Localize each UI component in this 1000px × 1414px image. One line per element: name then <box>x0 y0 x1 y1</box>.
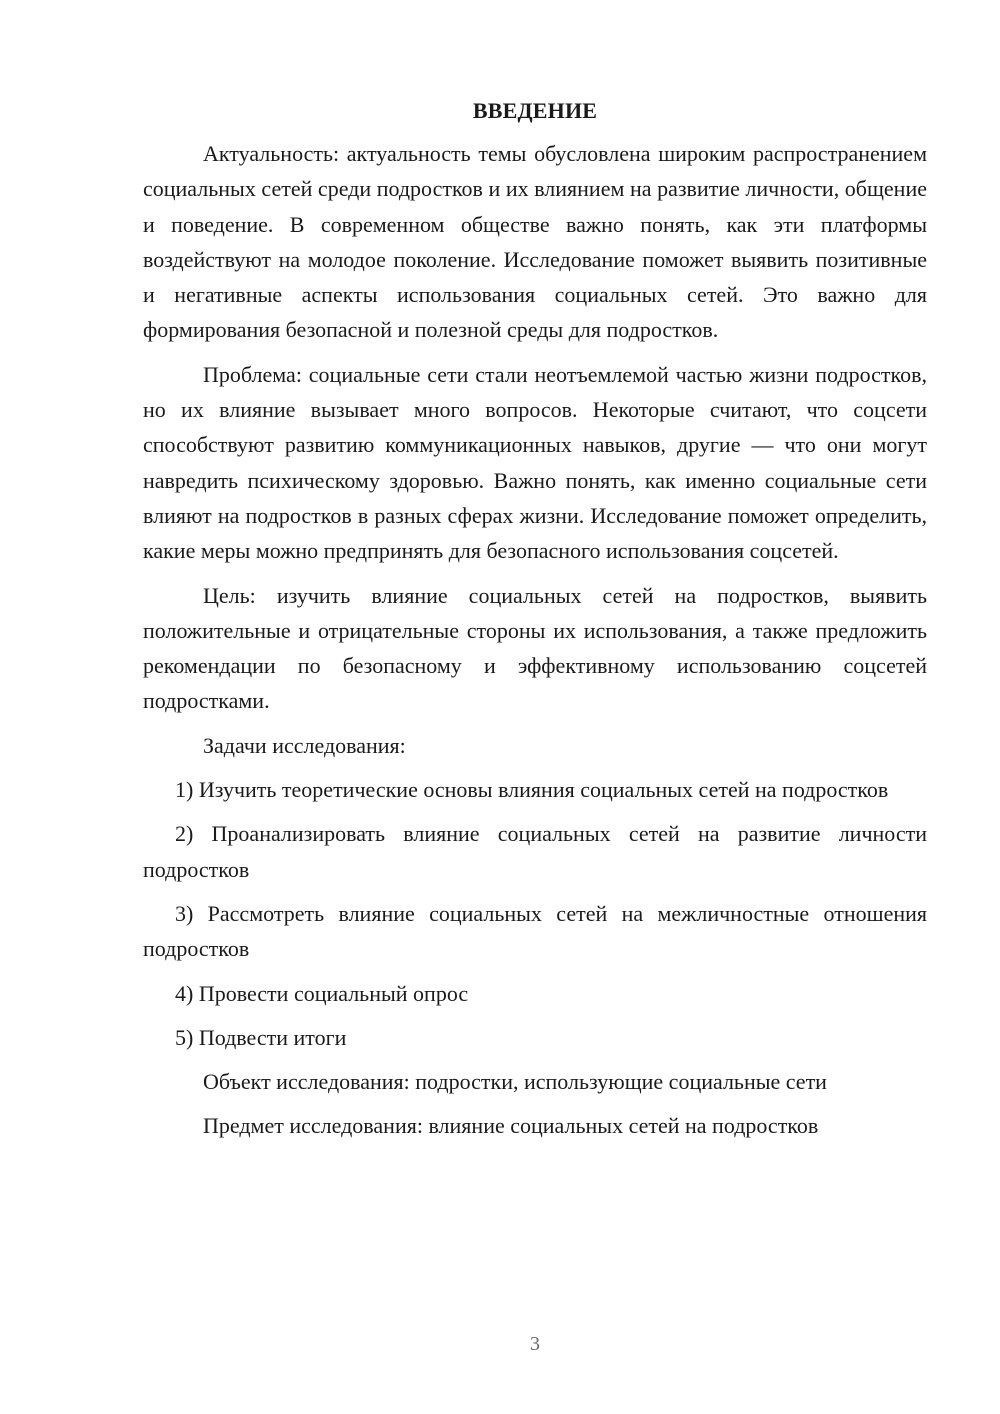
section-title: ВВЕДЕНИЕ <box>472 98 598 123</box>
task-item-3: 3) Рассмотреть влияние социальных сетей на межличностные отношения подростков <box>143 900 927 962</box>
problem-paragraph: Проблема: социальные сети стали неотъемлемой частью жизни подростков, но их влияние вызывает много вопросов. Некоторые считают, что соцсети способствуют развитию коммуникационных навыков, другие — что они могут навредить психическому здоровью. Важно понять, как именно социальные сети влияют на подростков в разных сферах жизни. Исследование поможет определить, какие меры можно предпринять для безопасного использования соцсетей. <box>143 361 927 564</box>
task-item-4: 4) Провести социальный опрос <box>175 980 469 1006</box>
relevance-paragraph: Актуальность: актуальность темы обусловлена широким распространением социальных сетей среди подростков и их влиянием на развитие личности, общение и поведение. В современном обществе важно понять, как эти платформы воздействуют на молодое поколение. Исследование поможет выявить позитивные и негативные аспекты использования социальных сетей. Это важно для формирования безопасной и полезной среды для подростков. <box>143 141 927 343</box>
task-item-2: 2) Проанализировать влияние социальных сетей на развитие личности подростков <box>143 821 927 882</box>
tasks-heading: Задачи исследования: <box>203 732 406 758</box>
task-item-5: 5) Подвести итоги <box>175 1024 347 1050</box>
document-page <box>143 96 927 1153</box>
goal-paragraph: Цель: изучить влияние социальных сетей на подростков, выявить положительные и отрицательные стороны их использования, а также предложить рекомендации по безопасному и эффективному использованию соцсетей подростками. <box>143 582 927 714</box>
task-item-1: 1) Изучить теоретические основы влияния социальных сетей на подростков <box>175 777 889 803</box>
research-object: Объект исследования: подростки, использующие социальные сети <box>203 1069 827 1095</box>
page-number: 3 <box>530 1333 540 1355</box>
research-subject: Предмет исследования: влияние социальных сетей на подростков <box>203 1113 819 1139</box>
